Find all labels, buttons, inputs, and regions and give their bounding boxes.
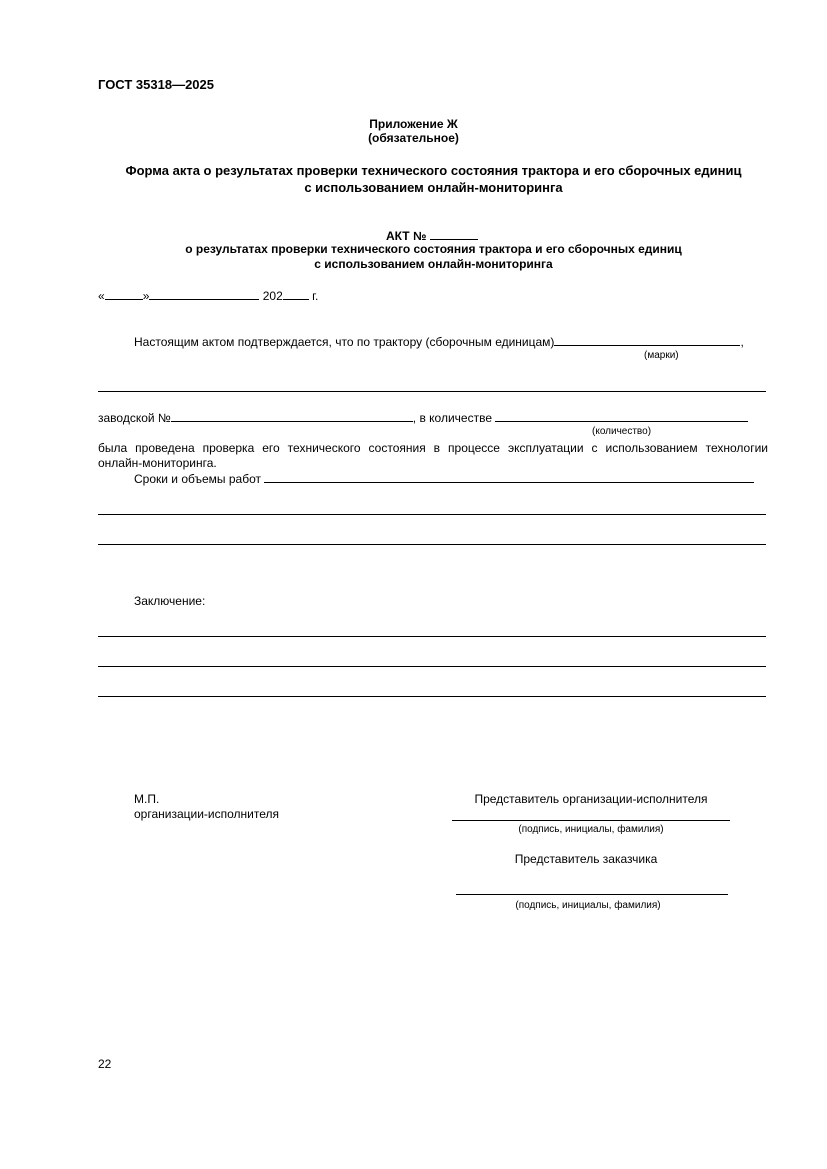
- executor-signature-line[interactable]: [452, 820, 730, 821]
- conclusion-line-3[interactable]: [98, 696, 766, 697]
- terms-line-2[interactable]: [98, 514, 766, 515]
- customer-rep-label: Представитель заказчика: [514, 852, 658, 866]
- brand-continuation-line[interactable]: [98, 391, 766, 392]
- stamp-label: М.П.: [134, 792, 160, 806]
- form-title-line1: Форма акта о результатах проверки технического состояния трактора и его сборочных единиц: [125, 163, 742, 178]
- standard-number: ГОСТ 35318—2025: [98, 77, 214, 92]
- conclusion-line-1[interactable]: [98, 636, 766, 637]
- act-subtitle-line1: о результатах проверки технического состояния трактора и его сборочных единиц: [185, 242, 682, 256]
- act-number-label: АКТ №: [386, 229, 427, 243]
- brand-hint: (марки): [644, 350, 679, 361]
- act-date: [98, 288, 318, 303]
- quantity-label: , в количестве: [412, 411, 493, 425]
- terms-line-3[interactable]: [98, 544, 766, 545]
- appendix-title: Приложение Ж: [369, 117, 458, 131]
- date-close-quote: »: [142, 289, 150, 303]
- terms-blank[interactable]: [264, 471, 754, 483]
- serial-quantity-line: [98, 410, 748, 425]
- intro-line: [134, 334, 744, 349]
- page-number: 22: [98, 1057, 112, 1071]
- tractor-brand-blank[interactable]: [554, 334, 740, 346]
- quantity-blank[interactable]: [495, 410, 748, 422]
- customer-signature-hint: (подпись, инициалы, фамилия): [515, 900, 661, 911]
- check-text-line1: была проведена проверка его технического состояния в процессе эксплуатации с использованием технологии: [98, 441, 768, 455]
- terms-label: Сроки и объемы работ: [134, 472, 261, 486]
- terms-line: [134, 471, 754, 486]
- serial-label: заводской №: [98, 411, 171, 425]
- customer-signature-line[interactable]: [456, 894, 728, 895]
- serial-number-blank[interactable]: [171, 410, 413, 422]
- date-year-suffix: г.: [312, 289, 319, 303]
- executor-rep-label: Представитель организации-исполнителя: [474, 792, 708, 806]
- date-month-blank[interactable]: [149, 288, 259, 300]
- conclusion-line-2[interactable]: [98, 666, 766, 667]
- stamp-org-label: организации-исполнителя: [134, 807, 279, 821]
- date-open-quote: «: [98, 289, 105, 303]
- act-number-blank[interactable]: [430, 228, 478, 240]
- intro-text: Настоящим актом подтверждается, что по трактору (сборочным единицам): [134, 335, 555, 349]
- check-text-line2: онлайн-мониторинга.: [98, 456, 217, 470]
- date-year-blank[interactable]: [283, 288, 309, 300]
- quantity-hint: (количество): [592, 426, 652, 437]
- conclusion-label: Заключение:: [134, 594, 206, 608]
- executor-signature-hint: (подпись, инициалы, фамилия): [518, 824, 664, 835]
- act-subtitle-line2: с использованием онлайн-мониторинга: [314, 257, 553, 271]
- date-day-blank[interactable]: [105, 288, 143, 300]
- act-number: [386, 228, 478, 243]
- date-year-prefix: 202: [262, 289, 283, 303]
- intro-comma: ,: [740, 335, 744, 349]
- form-title-line2: с использованием онлайн-мониторинга: [304, 180, 563, 195]
- appendix-status: (обязательное): [368, 131, 459, 145]
